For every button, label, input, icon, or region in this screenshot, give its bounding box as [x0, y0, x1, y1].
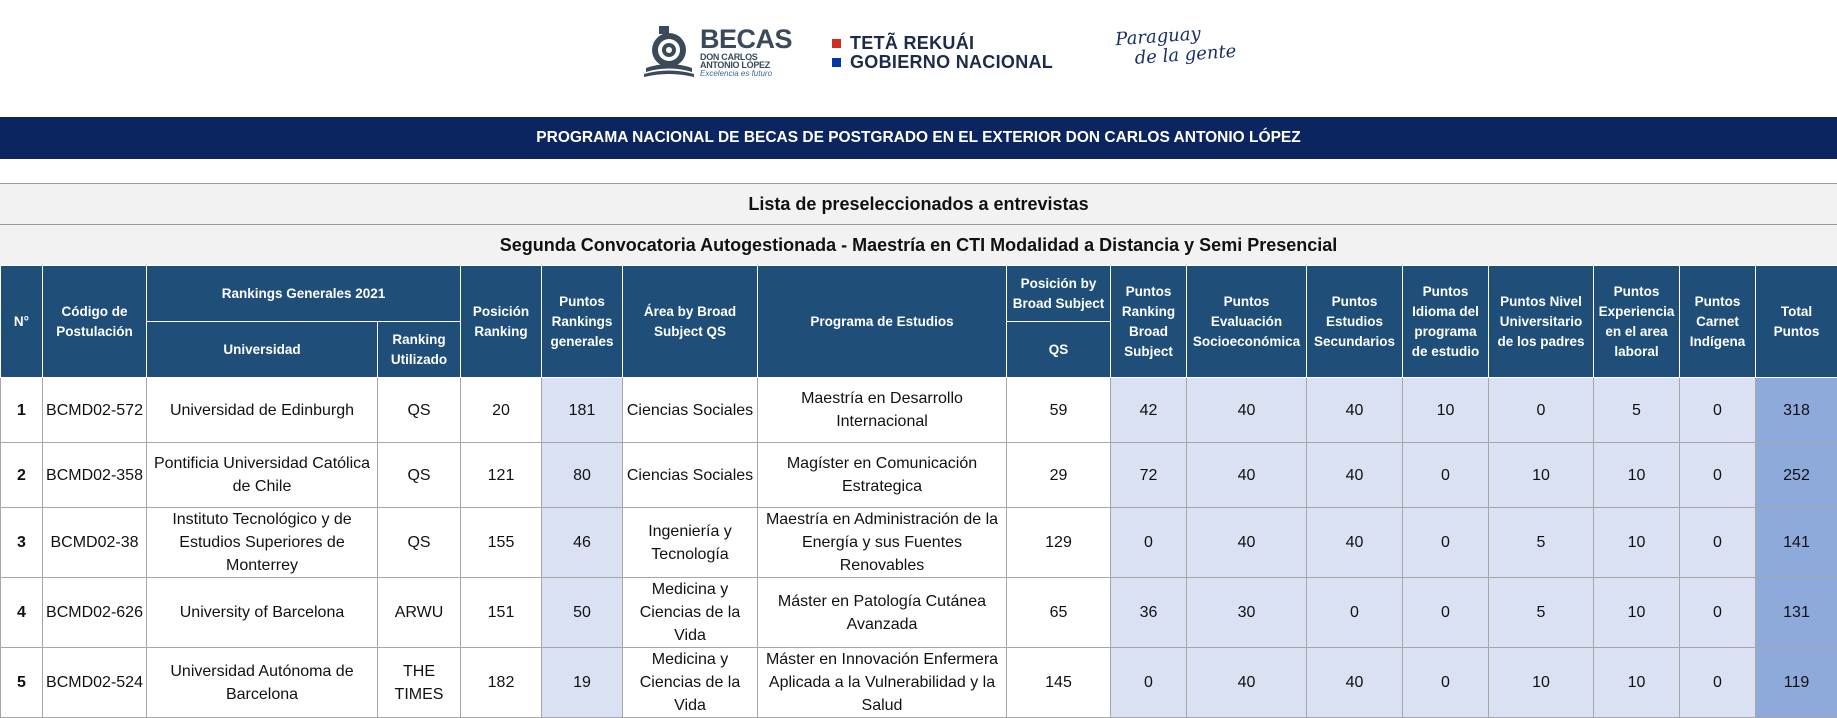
header-puntos-carnet: Puntos Carnet Indígena [1680, 266, 1756, 378]
row-area: Medicina y Ciencias de la Vida [623, 578, 758, 648]
paraguay-line1: Paraguay [1115, 22, 1236, 50]
becas-title: BECAS [700, 26, 792, 53]
row-puntos-rankings: 80 [542, 443, 623, 508]
row-ranking-utilizado: ARWU [378, 578, 461, 648]
header-ranking-utilizado: Ranking Utilizado [378, 322, 461, 378]
row-puntos-experiencia: 10 [1594, 648, 1680, 718]
becas-tagline: Excelencia es futuro [700, 69, 792, 79]
row-puntos-experiencia: 10 [1594, 578, 1680, 648]
header-puntos-experiencia: Puntos Experiencia en el area laboral [1594, 266, 1680, 378]
row-total: 119 [1756, 648, 1837, 718]
row-puntos-socio: 40 [1187, 648, 1307, 718]
row-puntos-secundarios: 40 [1307, 648, 1403, 718]
row-puntos-carnet: 0 [1680, 508, 1756, 578]
header-qs: QS [1007, 322, 1111, 378]
row-puntos-idioma: 0 [1403, 443, 1489, 508]
row-puntos-broad: 42 [1111, 378, 1187, 443]
row-puntos-padres: 10 [1489, 648, 1594, 718]
preseleccionados-table [0, 265, 1837, 718]
table-row [1, 508, 1837, 578]
logos-header [0, 0, 1837, 117]
row-codigo: BCMD02-38 [43, 508, 147, 578]
row-puntos-idioma: 10 [1403, 378, 1489, 443]
row-puntos-socio: 40 [1187, 378, 1307, 443]
row-codigo: BCMD02-626 [43, 578, 147, 648]
row-universidad: Instituto Tecnológico y de Estudios Superiores de Monterrey [147, 508, 378, 578]
row-codigo: BCMD02-524 [43, 648, 147, 718]
row-puntos-secundarios: 40 [1307, 443, 1403, 508]
row-number: 4 [1, 578, 43, 648]
row-posicion-broad: 29 [1007, 443, 1111, 508]
header-codigo: Código de Postulación [43, 266, 147, 378]
row-posicion-ranking: 182 [461, 648, 542, 718]
list-heading: Lista de preseleccionados a entrevistas [0, 183, 1837, 225]
row-puntos-experiencia: 10 [1594, 508, 1680, 578]
header-posicion-broad: Posición by Broad Subject [1007, 266, 1111, 322]
header-puntos-secundarios: Puntos Estudios Secundarios [1307, 266, 1403, 378]
table-row [1, 378, 1837, 443]
program-banner: PROGRAMA NACIONAL DE BECAS DE POSTGRADO EN EL EXTERIOR DON CARLOS ANTONIO LÓPEZ [0, 117, 1837, 159]
row-posicion-ranking: 20 [461, 378, 542, 443]
header-universidad: Universidad [147, 322, 378, 378]
becas-logo [642, 24, 772, 80]
row-ranking-utilizado: QS [378, 378, 461, 443]
row-puntos-carnet: 0 [1680, 443, 1756, 508]
row-codigo: BCMD02-572 [43, 378, 147, 443]
row-total: 141 [1756, 508, 1837, 578]
convocatoria-heading: Segunda Convocatoria Autogestionada - Maestría en CTI Modalidad a Distancia y Semi Presencial [0, 224, 1837, 266]
row-programa: Magíster en Comunicación Estrategica [758, 443, 1007, 508]
header-puntos-broad: Puntos Ranking Broad Subject [1111, 266, 1187, 378]
row-puntos-broad: 36 [1111, 578, 1187, 648]
becas-sub2: ANTONIO LÓPEZ [700, 61, 792, 69]
row-puntos-carnet: 0 [1680, 578, 1756, 648]
row-number: 3 [1, 508, 43, 578]
row-total: 252 [1756, 443, 1837, 508]
row-universidad: Universidad de Edinburgh [147, 378, 378, 443]
becas-sub1: DON CARLOS [700, 53, 792, 61]
row-puntos-padres: 10 [1489, 443, 1594, 508]
row-puntos-rankings: 46 [542, 508, 623, 578]
header-puntos-socio: Puntos Evaluación Socioeconómica [1187, 266, 1307, 378]
header-posicion-ranking: Posición Ranking [461, 266, 542, 378]
table-body [1, 378, 1837, 718]
teta-line1: TETÃ REKUÁI [850, 34, 974, 53]
row-puntos-idioma: 0 [1403, 508, 1489, 578]
header-total: Total Puntos [1756, 266, 1837, 378]
row-number: 1 [1, 378, 43, 443]
row-puntos-experiencia: 10 [1594, 443, 1680, 508]
blue-square-icon [832, 58, 841, 67]
row-ranking-utilizado: QS [378, 443, 461, 508]
row-posicion-ranking: 121 [461, 443, 542, 508]
row-puntos-socio: 40 [1187, 508, 1307, 578]
row-puntos-carnet: 0 [1680, 378, 1756, 443]
teta-line2: GOBIERNO NACIONAL [850, 53, 1053, 72]
row-ranking-utilizado: THE TIMES [378, 648, 461, 718]
row-posicion-broad: 129 [1007, 508, 1111, 578]
row-puntos-idioma: 0 [1403, 648, 1489, 718]
row-puntos-carnet: 0 [1680, 648, 1756, 718]
header-num: N° [1, 266, 43, 378]
header-programa: Programa de Estudios [758, 266, 1007, 378]
row-posicion-broad: 59 [1007, 378, 1111, 443]
row-codigo: BCMD02-358 [43, 443, 147, 508]
row-puntos-broad: 72 [1111, 443, 1187, 508]
row-puntos-secundarios: 40 [1307, 508, 1403, 578]
header-puntos-padres: Puntos Nivel Universitario de los padres [1489, 266, 1594, 378]
row-posicion-ranking: 155 [461, 508, 542, 578]
row-puntos-broad: 0 [1111, 508, 1187, 578]
header-area: Área by Broad Subject QS [623, 266, 758, 378]
row-posicion-broad: 65 [1007, 578, 1111, 648]
row-puntos-padres: 5 [1489, 508, 1594, 578]
row-programa: Máster en Innovación Enfermera Aplicada a la Vulnerabilidad y la Salud [758, 648, 1007, 718]
row-puntos-idioma: 0 [1403, 578, 1489, 648]
table-row [1, 443, 1837, 508]
row-universidad: Pontificia Universidad Católica de Chile [147, 443, 378, 508]
paraguay-de-la-gente-logo [1115, 22, 1237, 70]
row-puntos-broad: 0 [1111, 648, 1187, 718]
row-puntos-padres: 5 [1489, 578, 1594, 648]
train-locomotive-icon [642, 24, 696, 80]
header-puntos-idioma: Puntos Idioma del programa de estudio [1403, 266, 1489, 378]
row-programa: Maestría en Desarrollo Internacional [758, 378, 1007, 443]
row-area: Ciencias Sociales [623, 378, 758, 443]
row-puntos-rankings: 50 [542, 578, 623, 648]
row-programa: Maestría en Administración de la Energía y sus Fuentes Renovables [758, 508, 1007, 578]
gobierno-nacional-logo [832, 34, 1053, 72]
table-row [1, 578, 1837, 648]
row-puntos-secundarios: 40 [1307, 378, 1403, 443]
row-total: 131 [1756, 578, 1837, 648]
row-ranking-utilizado: QS [378, 508, 461, 578]
row-puntos-rankings: 181 [542, 378, 623, 443]
row-posicion-ranking: 151 [461, 578, 542, 648]
row-number: 5 [1, 648, 43, 718]
header-puntos-rankings: Puntos Rankings generales [542, 266, 623, 378]
row-programa: Máster en Patología Cutánea Avanzada [758, 578, 1007, 648]
row-area: Ingeniería y Tecnología [623, 508, 758, 578]
row-puntos-socio: 30 [1187, 578, 1307, 648]
header-rankings-group: Rankings Generales 2021 [147, 266, 461, 322]
red-square-icon [832, 39, 841, 48]
row-posicion-broad: 145 [1007, 648, 1111, 718]
row-area: Ciencias Sociales [623, 443, 758, 508]
paraguay-line2: de la gente [1116, 42, 1237, 70]
row-puntos-secundarios: 0 [1307, 578, 1403, 648]
row-total: 318 [1756, 378, 1837, 443]
row-puntos-padres: 0 [1489, 378, 1594, 443]
row-area: Medicina y Ciencias de la Vida [623, 648, 758, 718]
row-number: 2 [1, 443, 43, 508]
row-puntos-experiencia: 5 [1594, 378, 1680, 443]
row-puntos-rankings: 19 [542, 648, 623, 718]
row-universidad: Universidad Autónoma de Barcelona [147, 648, 378, 718]
table-row [1, 648, 1837, 718]
row-puntos-socio: 40 [1187, 443, 1307, 508]
row-universidad: University of Barcelona [147, 578, 378, 648]
